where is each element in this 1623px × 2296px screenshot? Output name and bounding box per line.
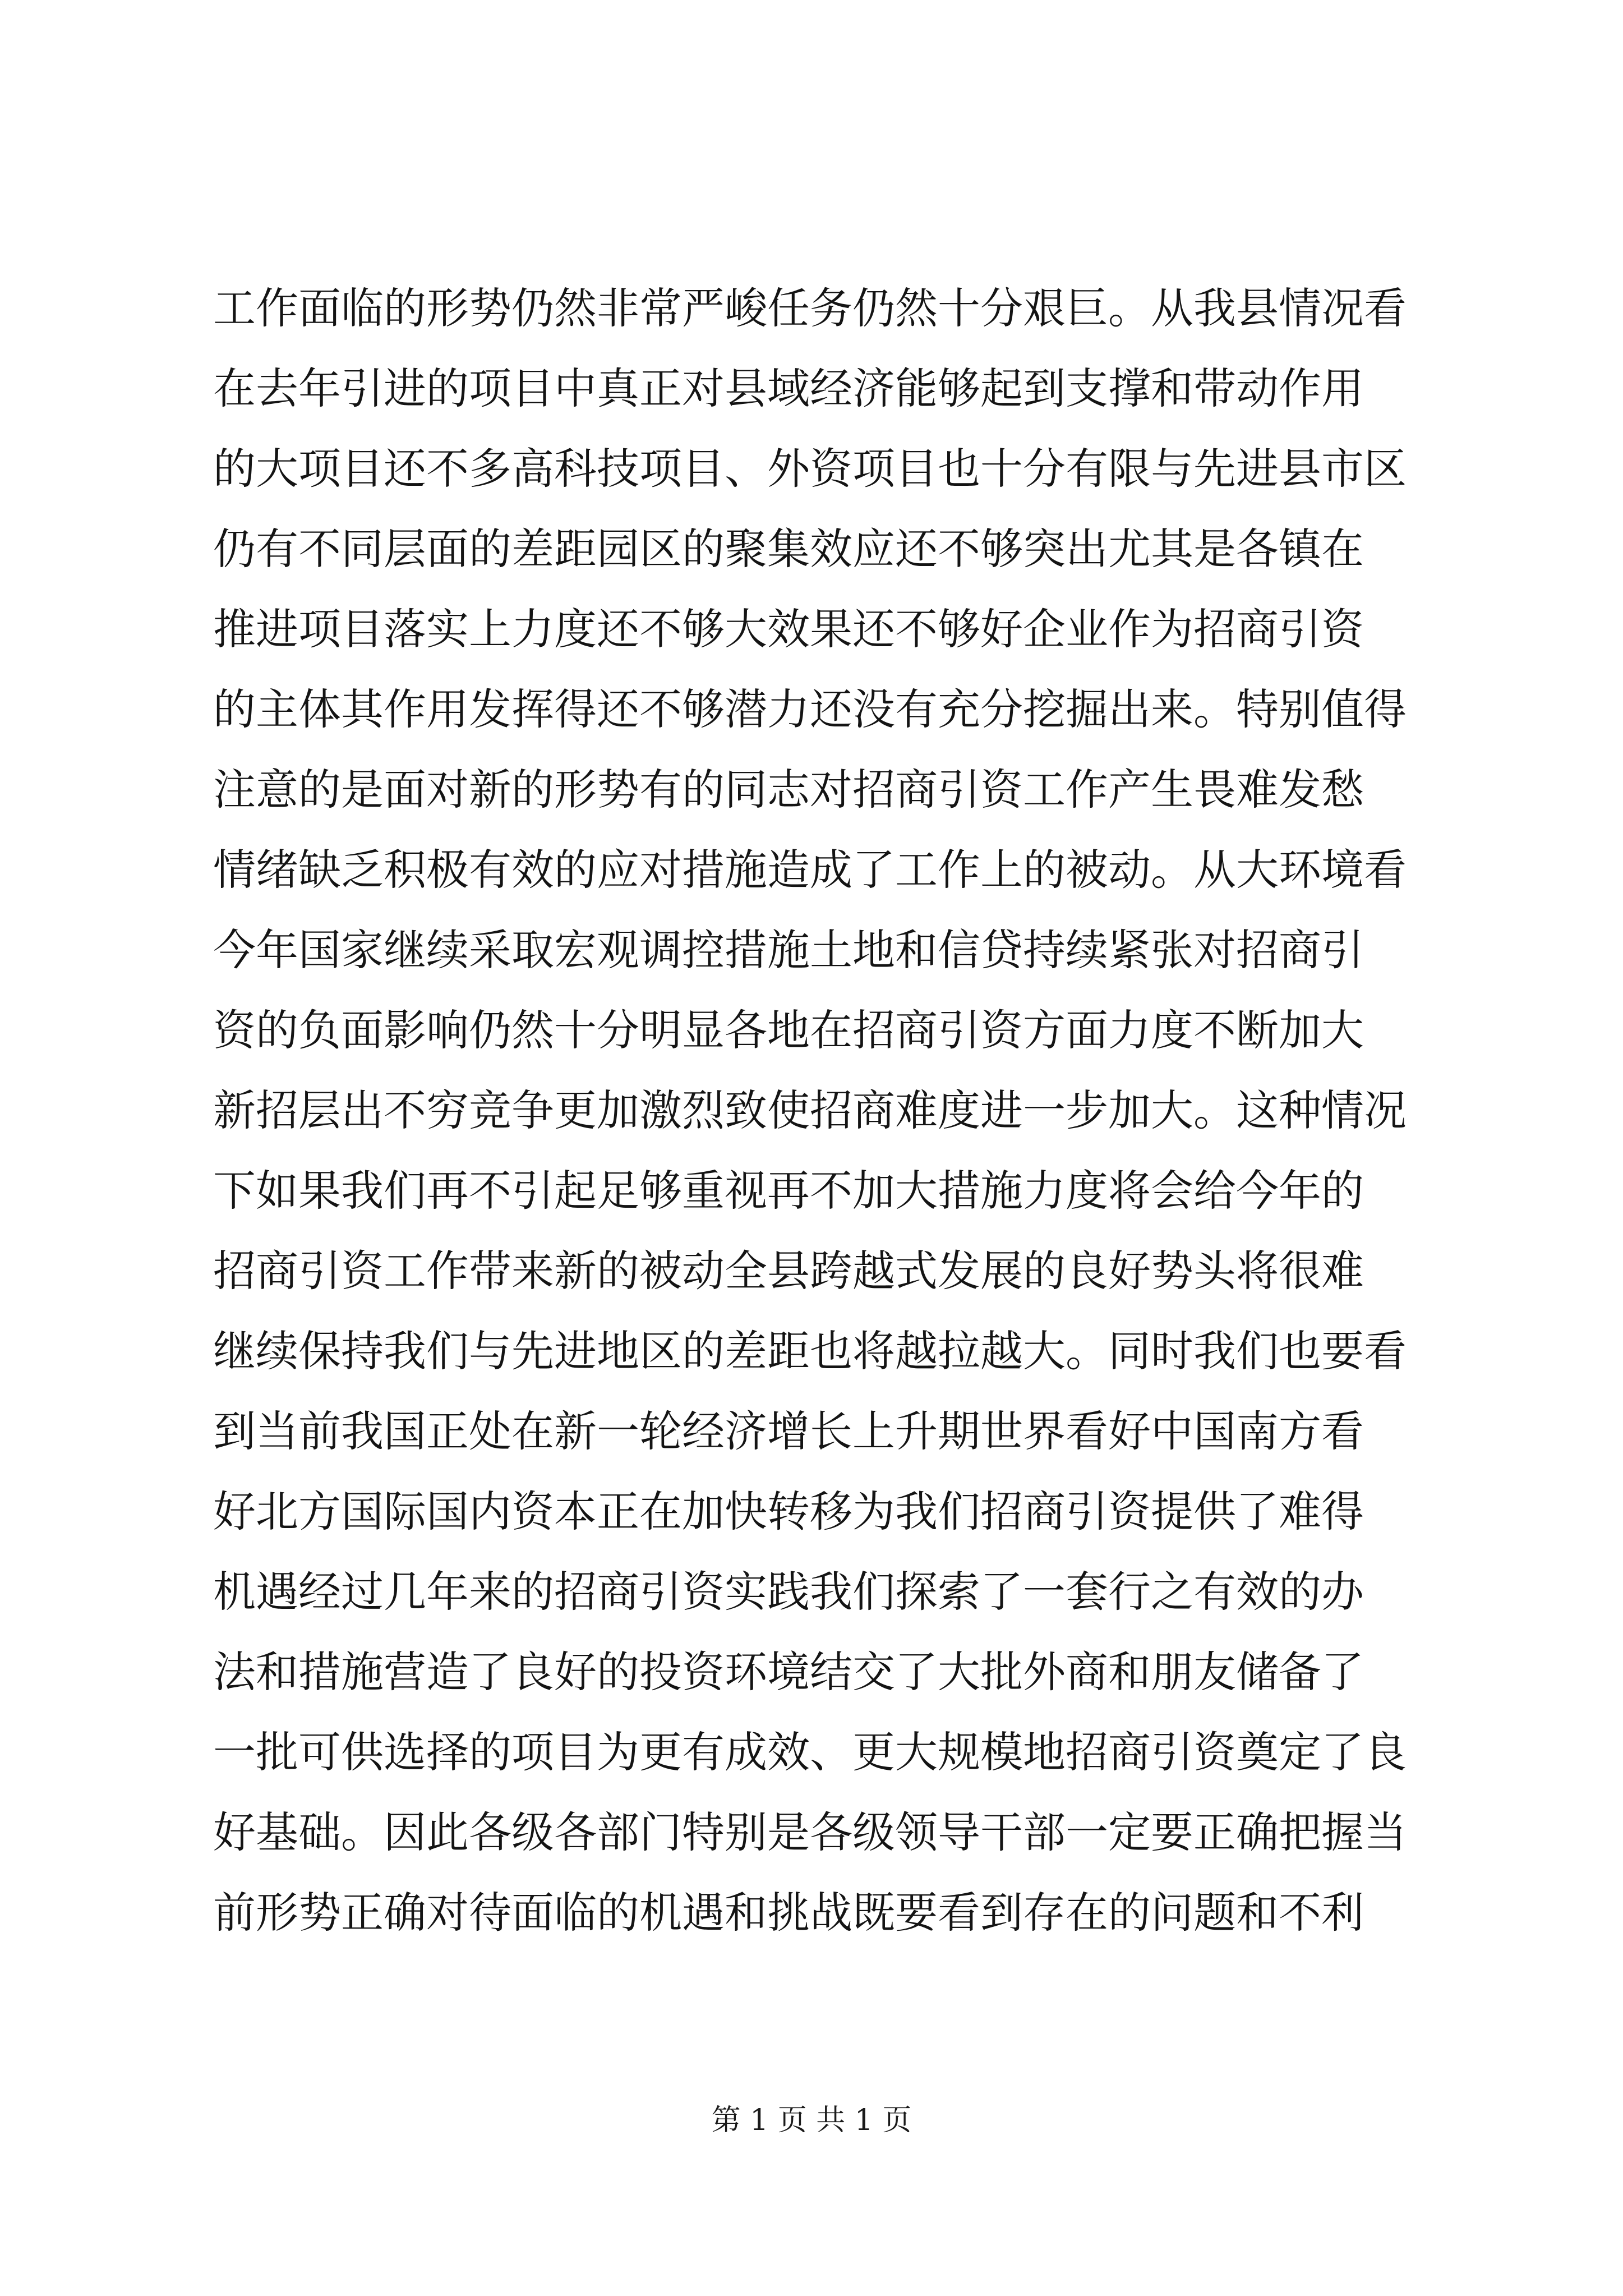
text-line: 机遇经过几年来的招商引资实践我们探索了一套行之有效的办: [213, 1567, 1364, 1617]
text-line: 招商引资工作带来新的被动全县跨越式发展的良好势头将很难: [213, 1246, 1364, 1296]
text-line: 情绪缺乏积极有效的应对措施造成了工作上的被动。从大环境看: [213, 845, 1407, 895]
text-line: 好基础。因此各级各部门特别是各级领导干部一定要正确把握当: [213, 1807, 1407, 1857]
text-line: 继续保持我们与先进地区的差距也将越拉越大。同时我们也要看: [213, 1326, 1407, 1376]
text-line: 今年国家继续采取宏观调控措施土地和信贷持续紧张对招商引: [213, 925, 1364, 975]
text-line: 的大项目还不多高科技项目、外资项目也十分有限与先进县市区: [213, 444, 1407, 494]
text-line: 资的负面影响仍然十分明显各地在招商引资方面力度不断加大: [213, 1005, 1364, 1055]
text-line: 在去年引进的项目中真正对县域经济能够起到支撑和带动作用: [213, 364, 1364, 413]
text-line: 推进项目落实上力度还不够大效果还不够好企业作为招商引资: [213, 604, 1364, 654]
text-line: 工作面临的形势仍然非常严峻任务仍然十分艰巨。从我县情况看: [213, 283, 1407, 333]
text-line: 的主体其作用发挥得还不够潜力还没有充分挖掘出来。特别值得: [213, 684, 1407, 734]
text-line: 新招层出不穷竞争更加激烈致使招商难度进一步加大。这种情况: [213, 1085, 1407, 1135]
text-line: 好北方国际国内资本正在加快转移为我们招商引资提供了难得: [213, 1487, 1364, 1536]
body-text: [213, 268, 1419, 1953]
text-line: 法和措施营造了良好的投资环境结交了大批外商和朋友储备了: [213, 1647, 1364, 1697]
text-line: 到当前我国正处在新一轮经济增长上升期世界看好中国南方看: [213, 1406, 1364, 1456]
text-line: 一批可供选择的项目为更有成效、更大规模地招商引资奠定了良: [213, 1727, 1407, 1777]
page-footer: 第 1 页 共 1 页: [711, 2104, 912, 2137]
text-line: 仍有不同层面的差距园区的聚集效应还不够突出尤其是各镇在: [213, 524, 1364, 574]
text-line: 前形势正确对待面临的机遇和挑战既要看到存在的问题和不利: [213, 1888, 1364, 1938]
text-line: 注意的是面对新的形势有的同志对招商引资工作产生畏难发愁: [213, 765, 1364, 815]
text-line: 下如果我们再不引起足够重视再不加大措施力度将会给今年的: [213, 1166, 1364, 1216]
